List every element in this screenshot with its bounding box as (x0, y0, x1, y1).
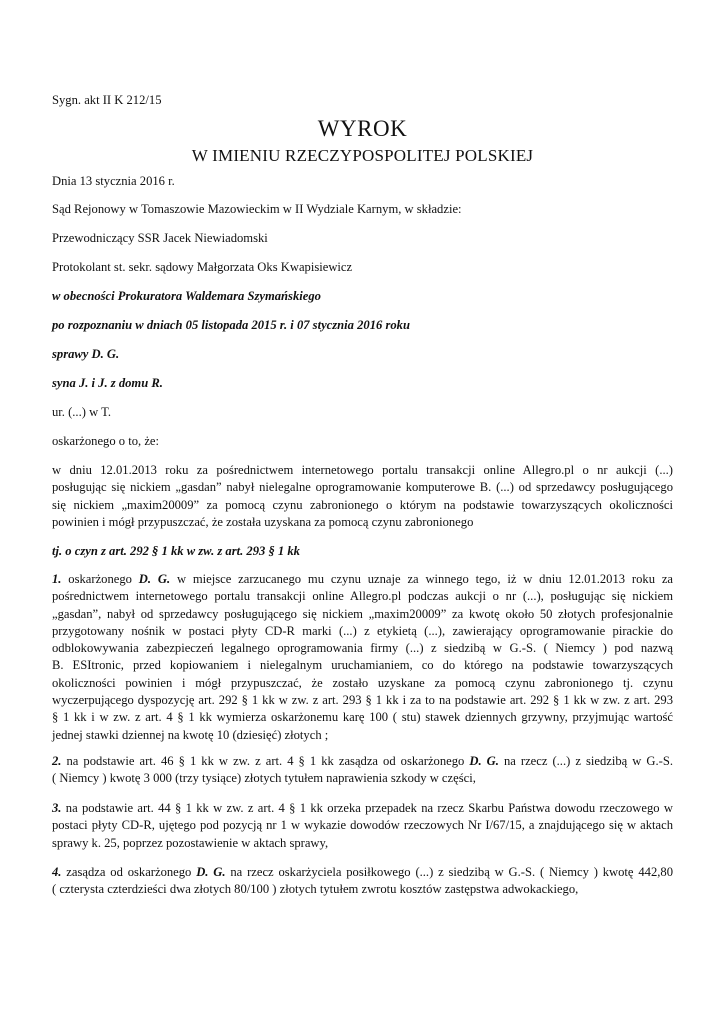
accused-name: D. G. (138, 572, 171, 586)
charge-line: posługując się nickiem „gasdan” nabył nielegalne oprogramowanie komputerowe B. (...) od sprzedawcy posługującego (52, 480, 673, 495)
case-signature: Sygn. akt II K 212/15 (52, 93, 162, 107)
point-line: okoliczności powinien i mógł przypuszczać, że zostało uzyskane za pomocą czynu zabronionego tj. czynu (52, 675, 673, 690)
judgment-title: WYROK (317, 116, 408, 141)
point-line: odblokowywania zabezpieczeń legalnego oprogramowania firmy (...) z siedzibą w G.-S. ( Niemcy ) pod nazwą (52, 641, 673, 656)
point-line: jednej stawki dziennej na kwotę 10 (dziesięć) złotych ; (52, 727, 329, 742)
point-line: 3. na podstawie art. 44 § 1 kk w zw. z art. 4 § 1 kk orzeka przepadek na rzecz Skarbu Państwa dowodu rzeczowego w (52, 801, 673, 815)
charge-line: się nickiem „maxim20009” za pomocą czynu zabronionego o którym na podstawie towarzyszących okoliczności (52, 497, 673, 512)
point-number: 1. (52, 572, 62, 586)
case-of: sprawy D. G. (52, 347, 120, 361)
point-2 (52, 753, 673, 788)
charge-paragraph (52, 462, 673, 531)
point-number: 3. (52, 801, 62, 815)
judgment-subtitle: W IMIENIU RZECZYPOSPOLITEJ POLSKIEJ (191, 146, 534, 165)
point-line: B. ESItronic, przed kopiowaniem i nielegalnym uruchamianiem, co do którego na podstawie towarzyszących (52, 658, 673, 673)
point-line: sprawy k. 25, poprzez pozostawienie w aktach sprawy, (52, 835, 329, 850)
point-line: 2. na podstawie art. 46 § 1 kk w zw. z art. 4 § 1 kk zasądza od oskarżonego D. G. na rzecz (...) z siedzibą w G.-S. (52, 754, 673, 768)
court-clerk: Protokolant st. sekr. sądowy Małgorzata Oks Kwapisiewicz (52, 260, 353, 274)
point-line: ( czterysta czterdzieści dwa złotych 80/100 ) złotych tytułem zwrotu kosztów zastępstwa adwokackiego, (52, 882, 579, 897)
point-line: 4. zasądza od oskarżonego D. G. na rzecz oskarżyciela posiłkowego (...) z siedzibą w G.-S. ( Niemcy ) kwotę 442,80 (52, 865, 673, 879)
judgment-date: Dnia 13 stycznia 2016 r. (52, 174, 175, 188)
accused-name: D. G. (196, 865, 226, 879)
court-composition: Sąd Rejonowy w Tomaszowie Mazowieckim w II Wydziale Karnym, w składzie: (52, 202, 462, 216)
point-number: 4. (52, 865, 62, 879)
point-line: 1. oskarżonego D. G. w miejsce zarzucanego mu czynu uznaje za winnego tego, iż w dniu 12.01.2013 roku za (52, 572, 674, 586)
point-3 (52, 800, 673, 852)
birth-info: ur. (...) w T. (52, 405, 111, 419)
charge-line: w dniu 12.01.2013 roku za pośrednictwem internetowego portalu transakcji online Allegro.pl o nr aukcji (...) (52, 463, 673, 477)
accused-name: D. G. (469, 754, 499, 768)
point-number: 2. (52, 754, 62, 768)
point-line: ( Niemcy ) kwotę 3 000 (trzy tysiące) złotych tytułem naprawienia szkody w części, (52, 771, 476, 786)
accused-intro: oskarżonego o to, że: (52, 434, 160, 448)
hearing-dates: po rozpoznaniu w dniach 05 listopada 2015 r. i 07 stycznia 2016 roku (52, 318, 410, 332)
legal-basis: tj. o czyn z art. 292 § 1 kk w zw. z art. 293 § 1 kk (52, 544, 300, 558)
point-line: § 1 kk i w zw. z art. 4 § 1 kk wymierza oskarżonemu karę 100 ( stu) stawek dziennych grzywny, przyjmując wartość (52, 710, 673, 725)
point-line: pośrednictwem internetowego portalu transakcji online Allegro.pl podczas aukcji o nr (...), posługując się nickiem (52, 589, 673, 604)
point-line: „gasdan”, nabył od sprzedawcy posługującego się nickiem „maxim20009” za kwotę około 50 złotych profesjonalnie (52, 606, 673, 621)
point-line: wyczerpującego dyspozycję art. 292 § 1 kk w zw. z art. 293 § 1 kk i za to na podstawie art. 292 § 1 kk w zw. z art. 293 (52, 693, 673, 708)
parents-info: syna J. i J. z domu R. (52, 376, 163, 390)
prosecutor-presence: w obecności Prokuratora Waldemara Szymańskiego (52, 289, 321, 303)
point-1 (52, 571, 673, 744)
point-line: postaci płyty CD-R, ujętego pod pozycją nr 1 w wykazie dowodów rzeczowych Nr I/67/15, a znajdującego się w aktach (52, 818, 673, 833)
point-4 (52, 864, 673, 899)
charge-line: powinien i mógł przypuszczać, że została uzyskana za pomocą czynu zabronionego (52, 514, 474, 529)
presiding-judge: Przewodniczący SSR Jacek Niewiadomski (52, 231, 268, 245)
point-line: przygotowany nośnik w postaci płyty CD-R marki (...) z etykietą (...), zawierający oprogramowanie pirackie do (52, 623, 673, 638)
